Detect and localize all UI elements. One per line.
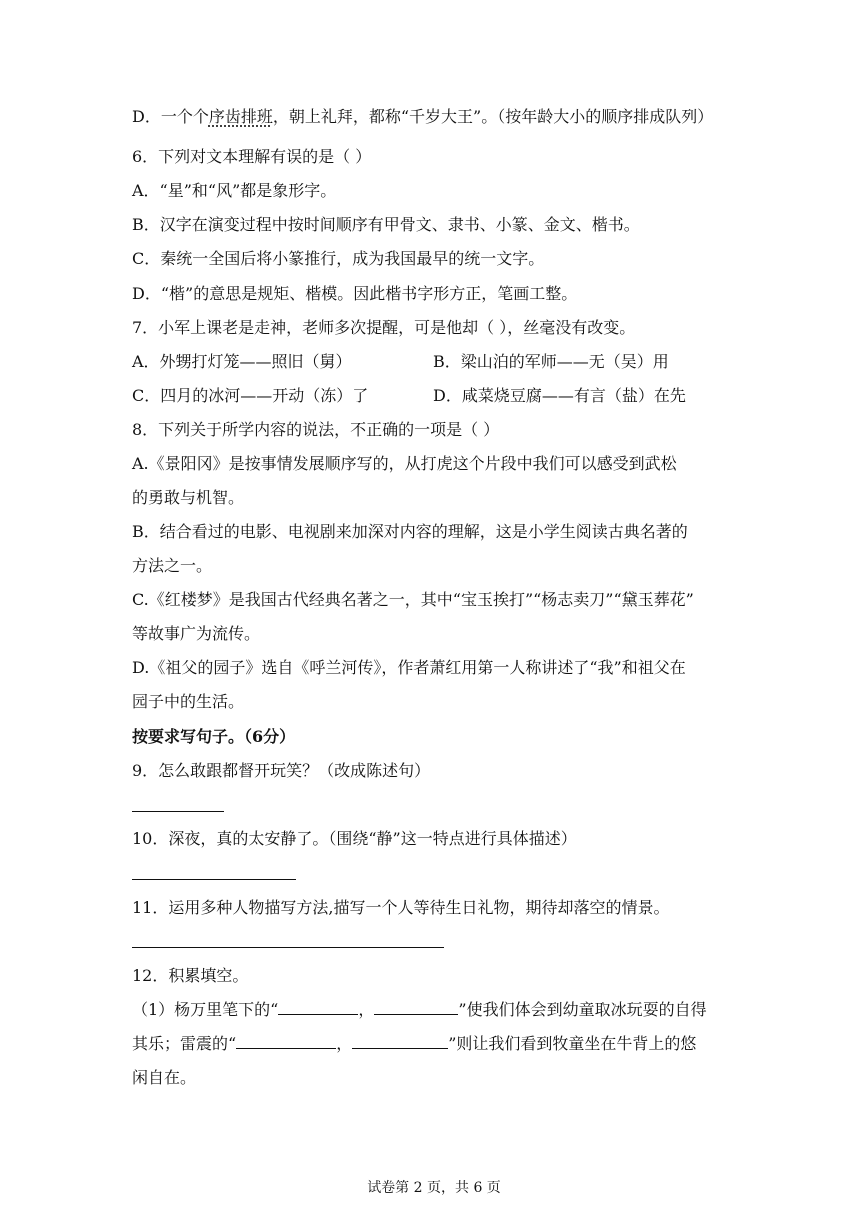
q12-part-2-text-b: ， <box>336 1034 353 1053</box>
q12-part-1-text-c: ”使我们体会到幼童取冰玩耍的自得 <box>458 1000 707 1019</box>
q5-option-d <box>132 106 738 128</box>
q10-text: 10．深夜，真的太安静了。（围绕“静”这一特点进行具体描述） <box>132 829 577 848</box>
q7-option-c: C．四月的冰河——开动（冻）了 <box>132 386 369 405</box>
q6-option-c: C．秦统一全国后将小篆推行，成为我国最早的统一文字。 <box>132 249 545 268</box>
q5-option-d-dotted-word: 序齿排班 <box>208 107 273 126</box>
section-heading: 按要求写句子。（6分） <box>132 727 296 746</box>
page-footer: 试卷第 2 页，共 6 页 <box>367 1180 501 1196</box>
q12-blank-1[interactable] <box>278 1014 358 1015</box>
q8-option-c-line-1: C.《红楼梦》是我国古代经典名著之一，其中“宝玉挨打”“杨志卖刀”“黛玉葬花” <box>132 590 694 609</box>
q7-options-row-2 <box>132 385 738 407</box>
q6-option-d: D．“楷”的意思是规矩、楷模。因此楷书字形方正，笔画工整。 <box>132 284 578 303</box>
q8-option-d-line-1: D.《祖父的园子》选自《呼兰河传》，作者萧红用第一人称讲述了“我”和祖父在 <box>132 658 686 677</box>
q7-stem: 7．小军上课老是走神，老师多次提醒，可是他却（ ），丝毫没有改变。 <box>132 318 636 337</box>
q6-stem: 6．下列对文本理解有误的是（ ） <box>132 147 372 166</box>
q12-part-2-text-c: ”则让我们看到牧童坐在牛背上的悠 <box>448 1034 697 1053</box>
q6-option-a: A．“星”和“风”都是象形字。 <box>132 181 337 200</box>
q9-answer-line[interactable] <box>132 811 224 812</box>
q10-answer-line[interactable] <box>132 879 296 880</box>
q8-option-c-line-2: 等故事广为流传。 <box>132 624 261 643</box>
q7-option-b: B．梁山泊的军师——无（吴）用 <box>433 352 669 371</box>
q12-blank-4[interactable] <box>352 1048 448 1049</box>
q12-part-1-line-3: 闲自在。 <box>132 1068 197 1087</box>
q12-blank-2[interactable] <box>374 1014 458 1015</box>
q11-answer-line[interactable] <box>132 947 444 948</box>
q5-option-d-suffix: ，朝上礼拜，都称“千岁大王”。（按年龄大小的顺序排成队列） <box>272 107 714 126</box>
q12-blank-3[interactable] <box>236 1048 336 1049</box>
q7-options-row-1 <box>132 351 738 373</box>
q12-part-2-text-a: 其乐；雷震的“ <box>132 1034 237 1053</box>
q5-option-d-prefix: D．一个个 <box>132 107 209 126</box>
q7-option-d: D．咸菜烧豆腐——有言（盐）在先 <box>433 386 686 405</box>
q12-part-1-text-a: （1）杨万里笔下的“ <box>132 1000 279 1019</box>
q8-stem: 8．下列关于所学内容的说法，不正确的一项是（ ） <box>132 420 500 439</box>
q12-part-1-line-1 <box>132 999 738 1021</box>
q12-part-1-text-b: ， <box>358 1000 375 1019</box>
q6-option-b: B．汉字在演变过程中按时间顺序有甲骨文、隶书、小篆、金文、楷书。 <box>132 215 640 234</box>
q8-option-b-line-2: 方法之一。 <box>132 556 213 575</box>
q8-option-d-line-2: 园子中的生活。 <box>132 692 245 711</box>
q11-text: 11．运用多种人物描写方法,描写一个人等待生日礼物，期待却落空的情景。 <box>132 898 670 917</box>
q12-stem: 12．积累填空。 <box>132 966 249 985</box>
q9-text: 9．怎么敢跟都督开玩笑？（改成陈述句） <box>132 761 431 780</box>
q7-option-a: A．外甥打灯笼——照旧（舅） <box>132 352 352 371</box>
q12-part-1-line-2 <box>132 1033 738 1055</box>
q8-option-a-line-2: 的勇敢与机智。 <box>132 488 245 507</box>
q8-option-b-line-1: B．结合看过的电影、电视剧来加深对内容的理解，这是小学生阅读古典名著的 <box>132 522 688 541</box>
q8-option-a-line-1: A.《景阳冈》是按事情发展顺序写的，从打虎这个片段中我们可以感受到武松 <box>132 454 677 473</box>
